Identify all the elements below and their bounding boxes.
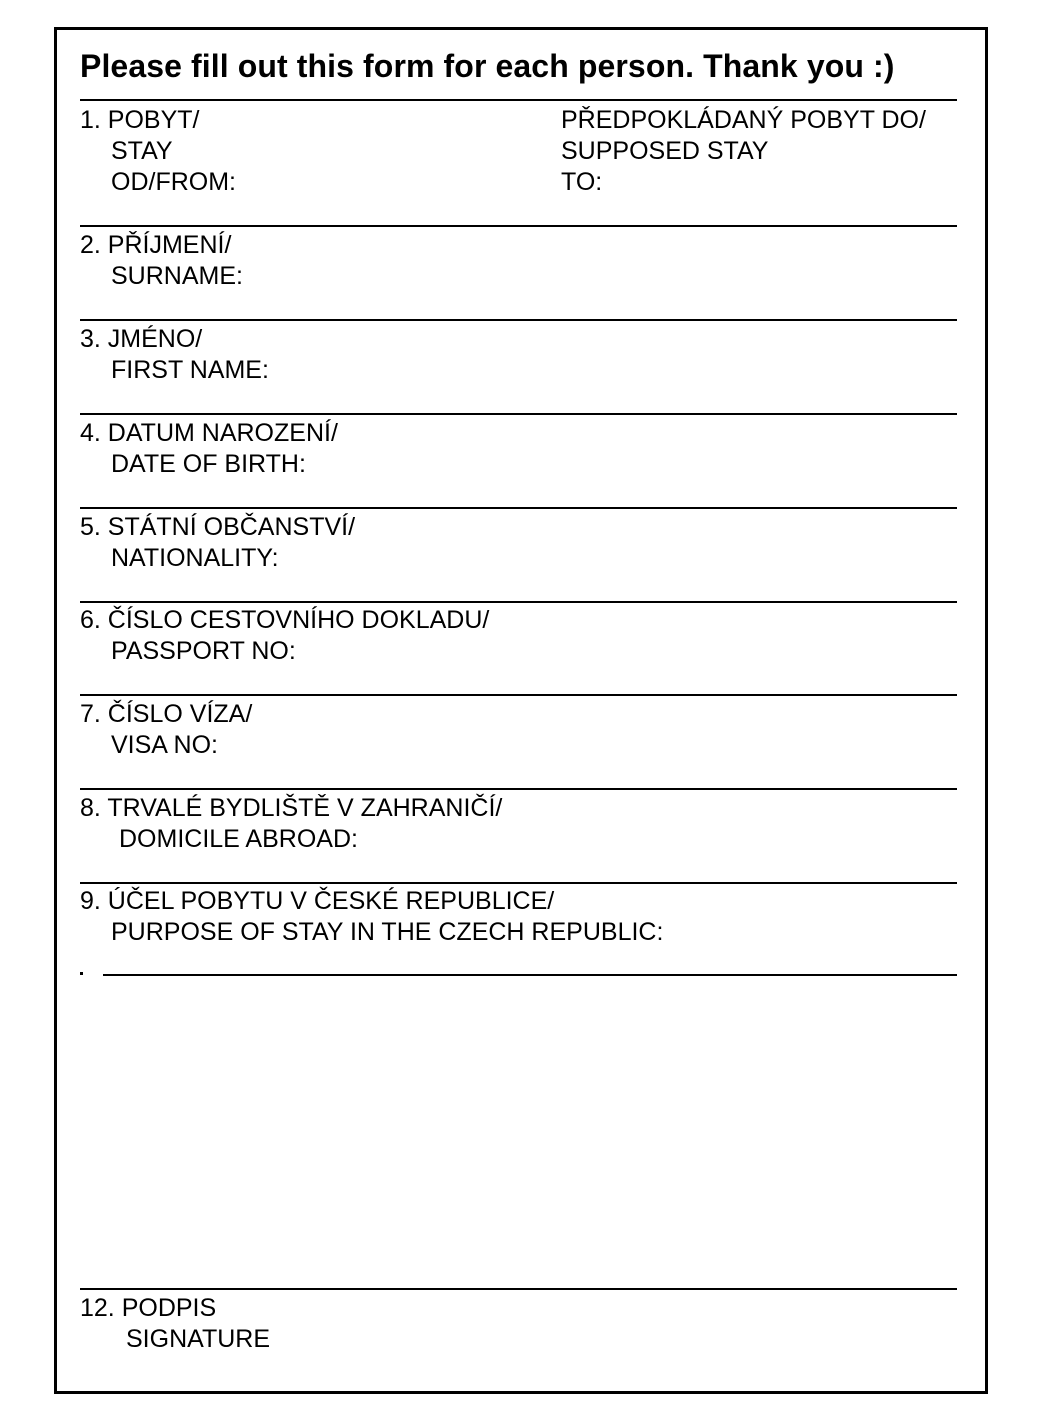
field-stay-to-label-to: TO: xyxy=(561,168,603,196)
form-rule xyxy=(80,694,957,696)
form-rule xyxy=(80,507,957,509)
field-first-name-label: 3. JMÉNO/ xyxy=(80,325,203,353)
field-date-of-birth-label: 4. DATUM NAROZENÍ/ xyxy=(80,419,338,447)
form-rule xyxy=(103,974,957,976)
field-date-of-birth[interactable] xyxy=(80,418,338,480)
field-surname[interactable] xyxy=(80,230,243,292)
field-domicile[interactable] xyxy=(80,793,502,855)
field-visa[interactable] xyxy=(80,699,252,761)
field-stay-from[interactable] xyxy=(80,105,236,198)
field-purpose-label-en: PURPOSE OF STAY IN THE CZECH REPUBLIC: xyxy=(111,918,664,946)
field-surname-label-en: SURNAME: xyxy=(111,262,243,290)
field-stay-from-label-en: STAY xyxy=(111,137,173,165)
field-signature[interactable] xyxy=(80,1293,270,1355)
field-date-of-birth-label-en: DATE OF BIRTH: xyxy=(111,450,306,478)
field-nationality-label: 5. STÁTNÍ OBČANSTVÍ/ xyxy=(80,513,356,541)
form-rule xyxy=(80,319,957,321)
field-visa-label: 7. ČÍSLO VÍZA/ xyxy=(80,700,253,728)
form-rule xyxy=(80,788,957,790)
field-stay-from-label-from: OD/FROM: xyxy=(111,168,236,196)
field-signature-label: 12. PODPIS xyxy=(80,1294,217,1322)
form-title: Please fill out this form for each person. Thank you :) xyxy=(80,48,895,84)
form-rule-fragment xyxy=(80,972,83,975)
field-signature-label-en: SIGNATURE xyxy=(126,1325,270,1353)
field-visa-label-en: VISA NO: xyxy=(111,731,218,759)
field-passport-label: 6. ČÍSLO CESTOVNÍHO DOKLADU/ xyxy=(80,606,490,634)
field-purpose-label: 9. ÚČEL POBYTU V ČESKÉ REPUBLICE/ xyxy=(80,887,555,915)
field-stay-from-label: 1. POBYT/ xyxy=(80,106,200,134)
field-nationality-label-en: NATIONALITY: xyxy=(111,544,279,572)
field-first-name-label-en: FIRST NAME: xyxy=(111,356,269,384)
field-stay-to-label: PŘEDPOKLÁDANÝ POBYT DO/ xyxy=(561,106,926,134)
field-first-name[interactable] xyxy=(80,324,269,386)
field-stay-to[interactable] xyxy=(561,105,926,198)
field-purpose[interactable] xyxy=(80,886,663,948)
field-domicile-label-en: DOMICILE ABROAD: xyxy=(119,825,358,853)
field-passport[interactable] xyxy=(80,605,489,667)
form-rule xyxy=(80,882,957,884)
field-surname-label: 2. PŘÍJMENÍ/ xyxy=(80,231,232,259)
field-domicile-label: 8. TRVALÉ BYDLIŠTĚ V ZAHRANIČÍ/ xyxy=(80,794,503,822)
field-passport-label-en: PASSPORT NO: xyxy=(111,637,296,665)
form-rule xyxy=(80,413,957,415)
field-nationality[interactable] xyxy=(80,512,355,574)
form-rule xyxy=(80,1288,957,1290)
form-rule xyxy=(80,601,957,603)
form-rule xyxy=(80,99,957,101)
field-stay-to-label-en: SUPPOSED STAY xyxy=(561,137,769,165)
form-rule xyxy=(80,225,957,227)
